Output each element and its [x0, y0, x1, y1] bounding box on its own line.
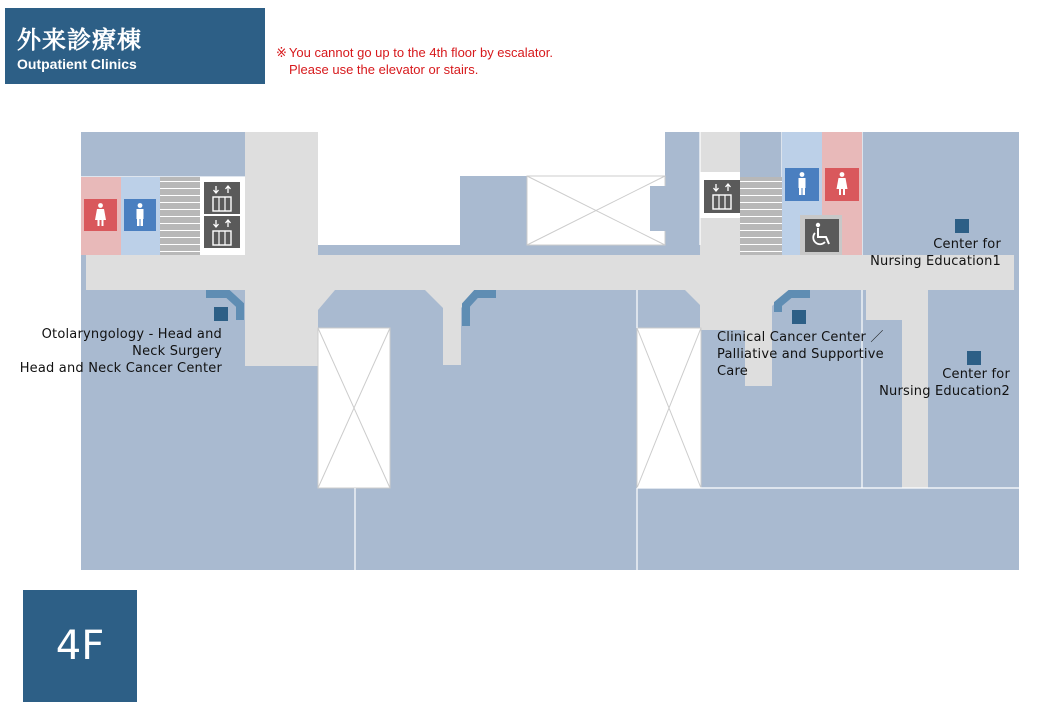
otolaryngology-line-2: Neck Surgery: [132, 344, 222, 359]
womens-restroom-icon: [825, 168, 859, 201]
notice-mark: ※: [276, 45, 287, 60]
stairs-left-icon: [160, 177, 200, 255]
floor-badge: [23, 590, 137, 702]
clinical-cancer-line-3: Care: [717, 364, 748, 379]
otolaryngology-line-1: Otolaryngology - Head and: [41, 327, 222, 342]
notice-line-2: Please use the elevator or stairs.: [289, 62, 479, 77]
nursing-education-1-line-1: Center for: [933, 237, 1001, 252]
floor-label: 4F: [55, 623, 105, 669]
nursing-education-1-line-2: Nursing Education1: [870, 254, 1001, 269]
otolaryngology-label: [14, 326, 222, 377]
notice-line-1: You cannot go up to the 4th floor by escalator.: [288, 45, 553, 60]
elevator-icon: [204, 182, 240, 214]
nursing-education-1-label: [830, 236, 1001, 270]
mens-restroom-icon: [124, 199, 156, 231]
elevator-icon: [204, 216, 240, 248]
building-name-ja: 外来診療棟: [17, 26, 142, 54]
clinical-cancer-line-2: Palliative and Supportive: [717, 347, 884, 362]
stairs-right-icon: [740, 177, 782, 255]
mens-restroom-icon: [785, 168, 819, 201]
nursing-education-2-label: [840, 366, 1010, 400]
location-marker-icon: [955, 219, 969, 233]
location-marker-icon: [214, 307, 228, 321]
location-marker-icon: [967, 351, 981, 365]
location-marker-icon: [792, 310, 806, 324]
elevator-icon: [704, 180, 740, 213]
building-name-en: Outpatient Clinics: [17, 56, 137, 72]
nursing-education-2-line-2: Nursing Education2: [879, 384, 1010, 399]
womens-restroom-icon: [84, 199, 117, 231]
head-neck-cancer-center-line: Head and Neck Cancer Center: [19, 361, 222, 376]
nursing-education-2-line-1: Center for: [942, 367, 1010, 382]
clinical-cancer-line-1: Clinical Cancer Center ／: [717, 330, 884, 345]
